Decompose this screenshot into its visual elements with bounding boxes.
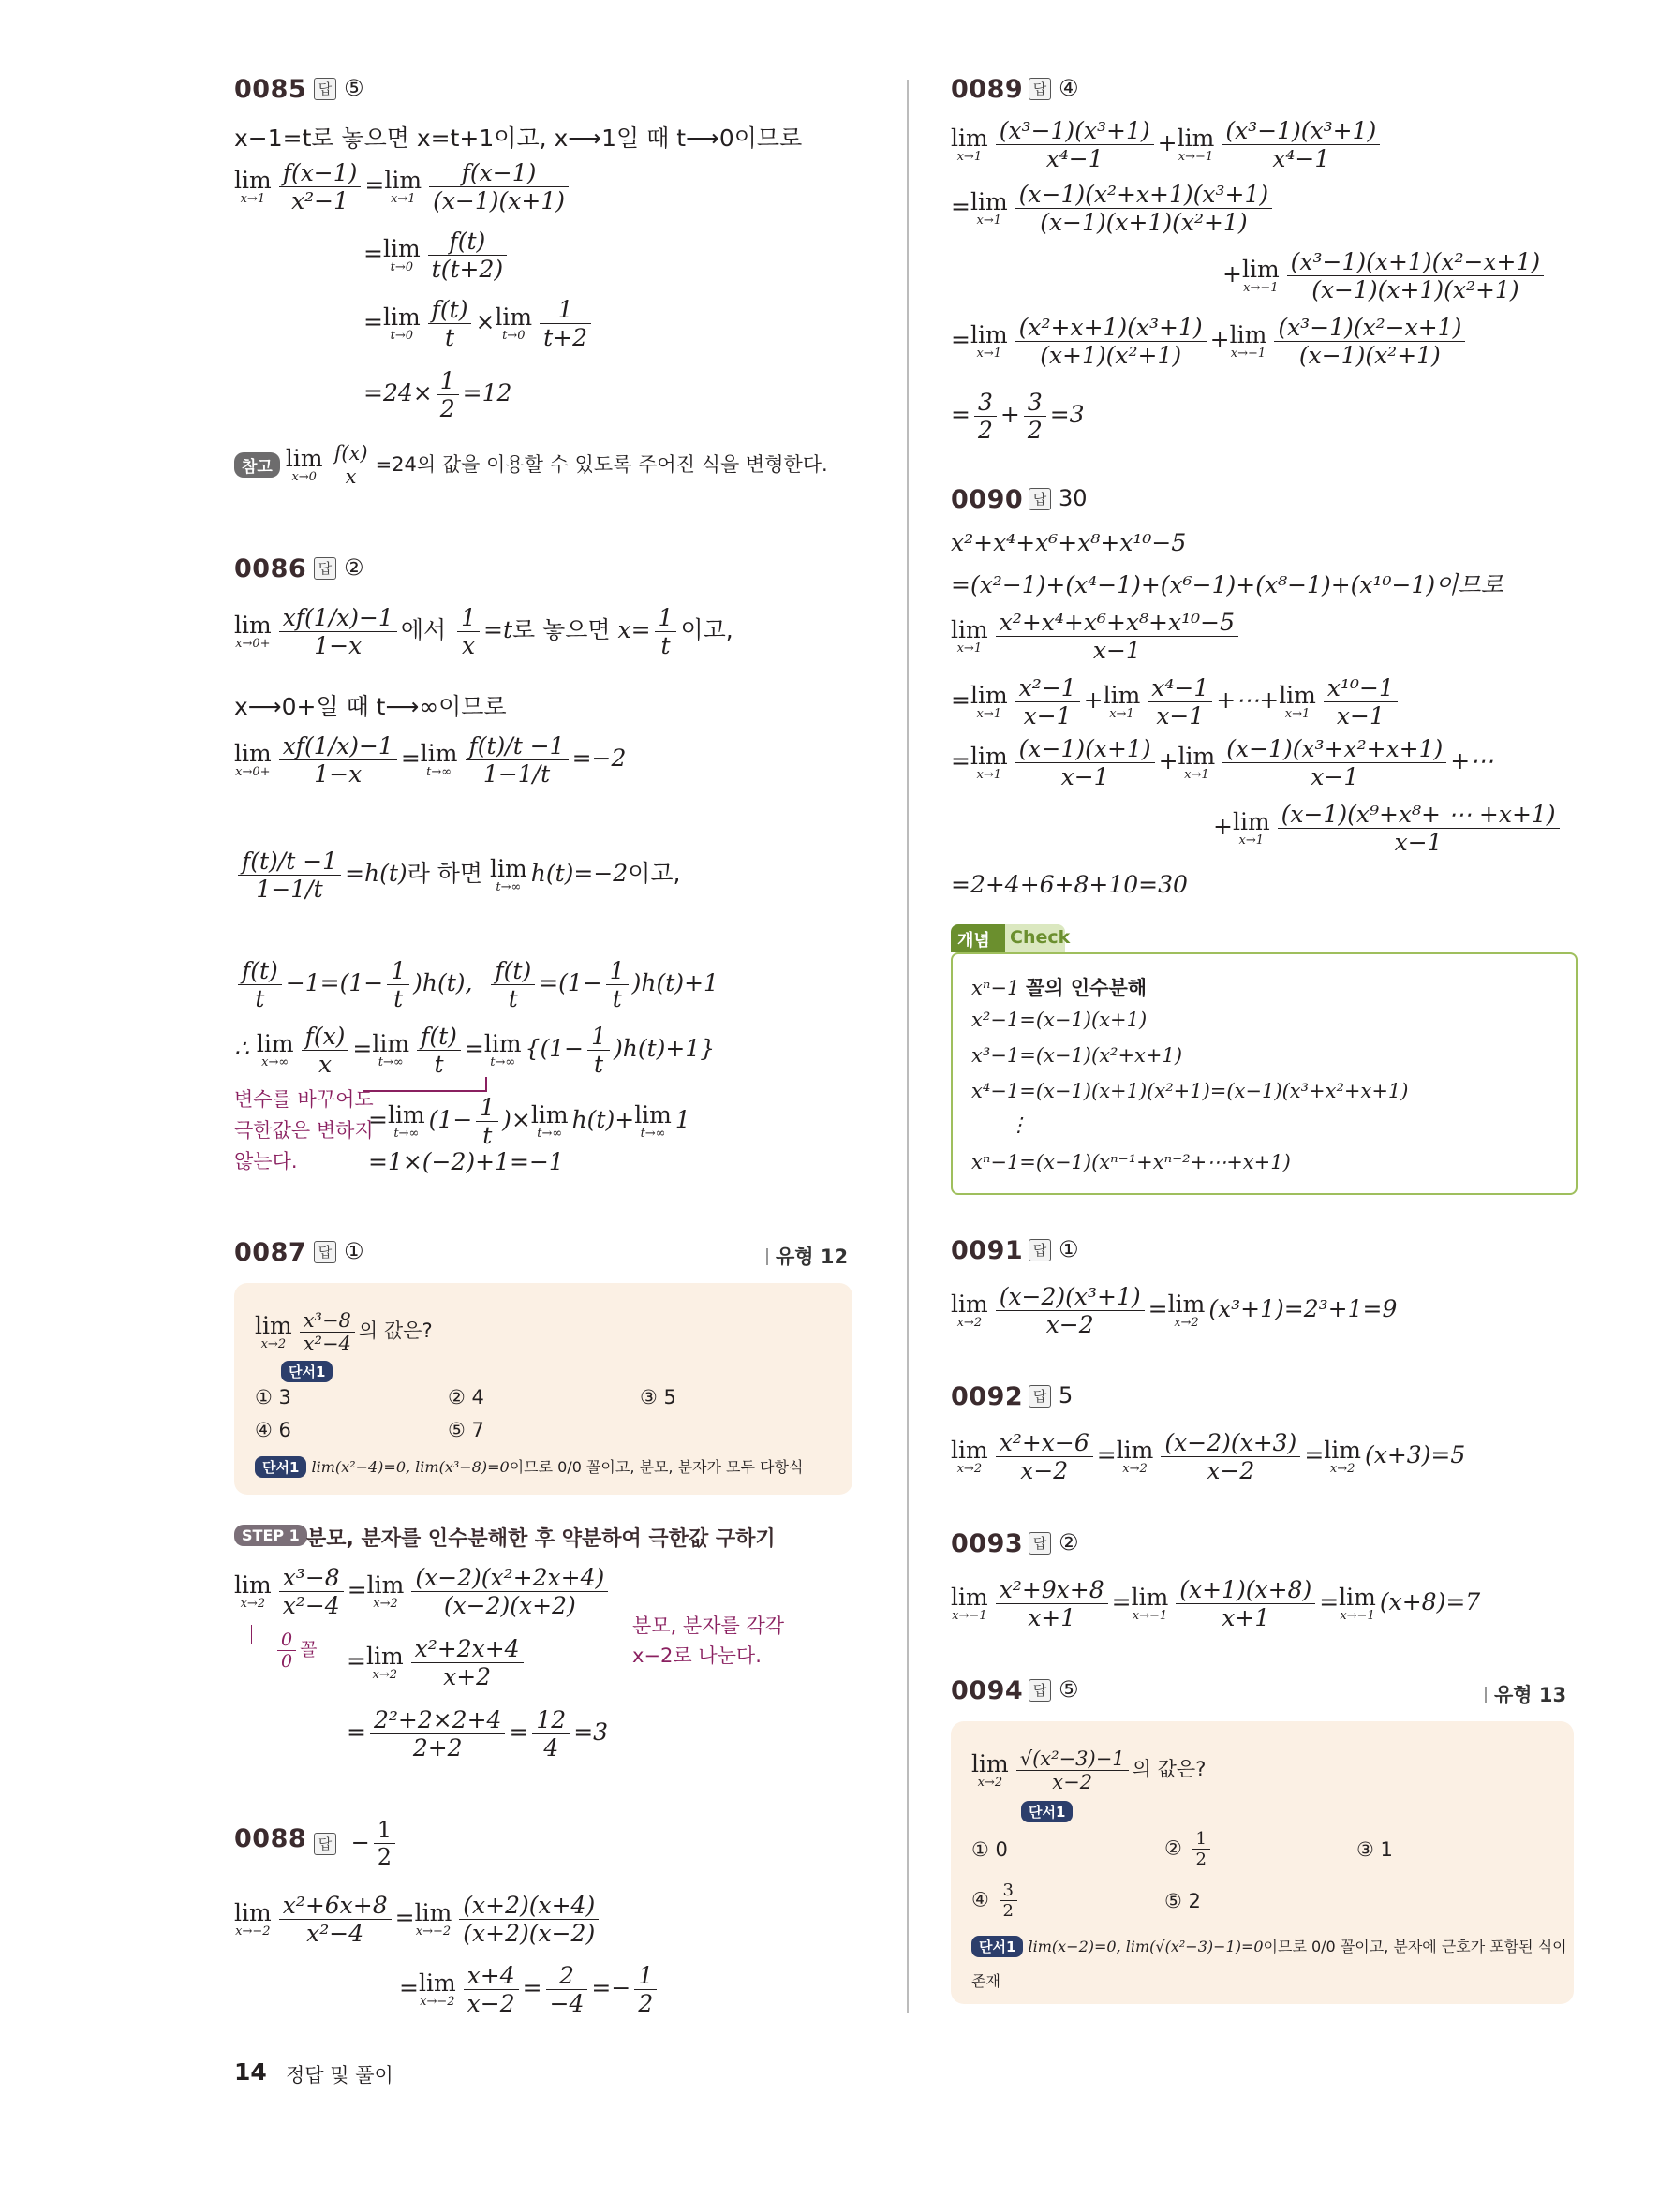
hint-0094-line2: 존재 (971, 1972, 1000, 1990)
check-tab-label2: Check (1010, 927, 1071, 948)
eq-0090-6: + lim x→1 $\frac{\text{(x−1)(x⁹+x⁸+ ⋯ +x+1)}}{x-1}$ (1213, 801, 1563, 856)
eq-0090-7: =2+4+6+8+10=30 (951, 871, 1188, 898)
option-4[interactable]: ④ $\frac{3}{2}$ (971, 1880, 1021, 1921)
eq-0089-3: + lim x→−1 $\frac{\text{(x³−1)(x+1)(x²−x+1)}}{\text{(x−1)(x+1)(x²+1)}}$ (1222, 248, 1548, 303)
question-box-0094 (951, 1721, 1574, 2004)
eq-0086-8 (368, 1148, 564, 1175)
answer-0087: 답 ① (314, 1238, 364, 1264)
page-number: 14 (234, 2058, 267, 2086)
problem-number-0094: 0094 (951, 1676, 1024, 1705)
zero-over-zero-arrow (251, 1625, 269, 1644)
hint-label-0087: 단서1 (281, 1361, 333, 1382)
check-row: x³−1=(x−1)(x²+x+1) (971, 1044, 1183, 1067)
eq-0093: lim x→−1 $\frac{\text{x²+9x+8}}{x+1}$ = lim x→−1 $\frac{(x+1)(x+8)}{x+1}$ = lim x→−1 (x+8)=7 (951, 1576, 1481, 1631)
answer-icon: 답 (314, 1241, 336, 1263)
eq-0086-1: lim x→0+ $\frac{xf(1/x)-1}{1-x}$ 에서 $\frac{1}{x}$ =t로 놓으면 x= $\frac{1}{t}$ 이고, (234, 604, 733, 659)
problem-number-0093: 0093 (951, 1529, 1024, 1558)
answer-icon: 답 (1029, 1532, 1051, 1555)
option-2[interactable]: ② 4 (448, 1386, 484, 1408)
question-0087: lim x→2 $\frac{\text{x³−8}}{\text{x²−4}}$ 의 값은? (255, 1309, 433, 1355)
answer-0090: 답 30 (1029, 485, 1088, 511)
problem-number-0088: 0088 (234, 1824, 307, 1853)
eq-0090-1: x²+x⁴+x⁶+x⁸+x¹⁰−5 (951, 529, 1187, 556)
eq-0089-5: = $\frac{3}{2}$ + $\frac{3}{2}$ =3 (951, 389, 1085, 444)
hint-label-0094: 단서1 (1021, 1801, 1073, 1822)
eq-0087-3: = $\frac{\text{2²+2×2+4}}{2+2}$ = $\frac{12}{4}$ =3 (347, 1706, 609, 1762)
answer-0094: 답 ⑤ (1029, 1676, 1079, 1703)
check-row: ⋮ (1009, 1113, 1029, 1136)
eq-0089-1: lim x→1 $\frac{\text{(x³−1)(x³+1)}}{\text{x⁴−1}}$ + lim x→−1 $\frac{\text{(x³−1)(x³+1)}}{\text{x⁴−1}}$ (951, 117, 1384, 172)
intro-text: x−1=t로 놓으면 x=t+1이고, x⟶1일 때 t⟶0이므로 (234, 125, 803, 152)
answer-icon: 답 (1029, 1239, 1051, 1261)
eq-0090-4: = lim x→1 $\frac{\text{x²−1}}{x-1}$ + lim x→1 $\frac{\text{x⁴−1}}{x-1}$ +⋯+ lim x→1 $\frac{\text{x¹⁰−1}}{x-1}$ (951, 674, 1401, 730)
eq-0091: lim x→2 $\frac{\text{(x−2)(x³+1)}}{x-2}$ = lim x→2 (x³+1)=2³+1=9 (951, 1283, 1398, 1338)
hint-0094: 단서1 lim(x−2)=0, lim(√(x²−3)−1)=0이므로 0/0 꼴이고, 분자에 근호가 포함된 식이 (971, 1935, 1567, 1957)
answer-icon: 답 (1029, 488, 1051, 510)
option-1[interactable]: ① 3 (255, 1386, 291, 1408)
problem-number-0091: 0091 (951, 1236, 1024, 1265)
concept-check-box (951, 952, 1578, 1195)
side-note-arrow (363, 1077, 487, 1092)
side-note-line: 분모, 분자를 각각 (632, 1615, 785, 1637)
eq-0087-1: lim x→2 $\frac{\text{x³−8}}{\text{x²−4}}$ = lim x→2 $\frac{\text{(x−2)(x²+2x+4)}}{(x-2)(x+2)}$ (234, 1564, 612, 1619)
eq-0086-3: lim x→0+ $\frac{xf(1/x)-1}{1-x}$ = lim t→∞ $\frac{f(t)/t -1}{1-1/t}$ =−2 (234, 732, 627, 788)
side-note-line: 변수를 바꾸어도 (234, 1088, 374, 1111)
answer-0088: 답 − $\frac{1}{2}$ (314, 1817, 399, 1870)
problem-number-0089: 0089 (951, 75, 1024, 104)
option-5[interactable]: ⑤ 2 (1164, 1890, 1201, 1912)
note-0085: 참고 lim x→0 $\frac{f(x)}{x}$ =24의 값을 이용할 수 있도록 주어진 식을 변형한다. (234, 442, 828, 488)
eq-0085-4: =24× $\frac{1}{2}$ =12 (363, 367, 512, 422)
note-badge: 참고 (234, 452, 280, 478)
eq-0088-2: = lim x→−2 $\frac{x+4}{x-2}$ = $\frac{2}{-4}$ =− $\frac{1}{2}$ (399, 1962, 660, 2017)
check-row: x²−1=(x−1)(x+1) (971, 1009, 1148, 1031)
option-3[interactable]: ③ 1 (1356, 1838, 1393, 1861)
column-divider (907, 80, 909, 2013)
check-title: xⁿ−1 꼴의 인수분해 (971, 977, 1148, 999)
question-tail: 의 값은? (358, 1320, 433, 1342)
step-0087 (234, 1525, 307, 1546)
eq-0087-2: = lim x→2 $\frac{\text{x²+2x+4}}{x+2}$ (347, 1635, 527, 1690)
eq-0085-1: lim x→1 $\frac{f(x-1)}{\text{x²−1}}$ = lim x→1 $\frac{f(x-1)}{(x-1)(x+1)}$ (234, 159, 572, 214)
problem-number-0090: 0090 (951, 485, 1024, 514)
type-tag-0087: 유형 12 (766, 1242, 848, 1270)
answer-icon: 답 (1029, 78, 1051, 100)
intro-0085 (234, 120, 802, 154)
problem-number-0092: 0092 (951, 1382, 1024, 1411)
line2-text: x⟶0+일 때 t⟶∞이므로 (234, 693, 507, 720)
check-tab-label: 개념 (957, 931, 990, 951)
result-text: =1×(−2)+1=−1 (368, 1148, 564, 1175)
type-tag-0094: 유형 13 (1485, 1680, 1566, 1708)
zero-over-zero-note: $\frac{0}{0}$ 꼴 (274, 1630, 317, 1672)
answer-icon: 답 (1029, 1679, 1051, 1702)
eq-0089-2: = lim x→1 $\frac{\text{(x−1)(x²+x+1)(x³+1)}}{\text{(x−1)(x+1)(x²+1)}}$ (951, 181, 1276, 236)
answer-0092: 답 5 (1029, 1382, 1073, 1408)
eq-0085-2: = lim t→0 $\frac{f(t)}{t(t+2)}$ (363, 228, 511, 283)
step-text-0087: 분모, 분자를 인수분해한 후 약분하여 극한값 구하기 (306, 1527, 776, 1551)
option-3[interactable]: ③ 5 (640, 1386, 676, 1408)
question-tail: 의 값은? (1132, 1758, 1207, 1780)
side-note-0086 (234, 1084, 374, 1177)
side-note-line: x−2로 나눈다. (632, 1644, 762, 1667)
check-row: xⁿ−1=(x−1)(xⁿ⁻¹+xⁿ⁻²+⋯+x+1) (971, 1151, 1291, 1173)
answer-icon: 답 (314, 78, 336, 100)
eq-0088-1: lim x→−2 $\frac{\text{x²+6x+8}}{\text{x²−4}}$ = lim x→−2 $\frac{(x+2)(x+4)}{(x+2)(x-2)}$ (234, 1892, 602, 1947)
option-2[interactable]: ② $\frac{1}{2}$ (1164, 1829, 1214, 1869)
eq-0092: lim x→2 $\frac{\text{x²+x−6}}{x-2}$ = lim x→2 $\frac{(x-2)(x+3)}{x-2}$ = lim x→2 (x+3)=5 (951, 1429, 1466, 1484)
answer-icon: 답 (314, 557, 336, 580)
answer-icon: 답 (314, 1833, 336, 1855)
problem-number-0087: 0087 (234, 1238, 307, 1267)
eq-0086-5: $\frac{f(t)}{t}$ −1=(1− $\frac{1}{t}$ )h(t), $\frac{f(t)}{t}$ =(1− $\frac{1}{t}$ )h(t)+1 (234, 957, 718, 1012)
eq-0090-5: = lim x→1 $\frac{(x-1)(x+1)}{x-1}$ + lim x→1 $\frac{\text{(x−1)(x³+x²+x+1)}}{x-1}$ +⋯ (951, 735, 1494, 790)
step-badge: STEP 1 (234, 1525, 307, 1546)
answer-0089: 답 ④ (1029, 75, 1079, 101)
side-note-line: 않는다. (234, 1150, 298, 1172)
option-1[interactable]: ① 0 (971, 1838, 1008, 1861)
option-5[interactable]: ⑤ 7 (448, 1419, 484, 1441)
eq-0086-2 (234, 688, 507, 722)
eq-0086-4: $\frac{f(t)/t -1}{1-1/t}$ =h(t)라 하면 lim t→∞ h(t)=−2이고, (234, 848, 680, 903)
answer-0093: 답 ② (1029, 1529, 1079, 1556)
side-note-0087 (632, 1611, 784, 1671)
eq-0090-2: =(x²−1)+(x⁴−1)+(x⁶−1)+(x⁸−1)+(x¹⁰−1)이므로 (951, 571, 1503, 598)
check-row: x⁴−1=(x−1)(x+1)(x²+1)=(x−1)(x³+x²+x+1) (971, 1080, 1409, 1102)
problem-number-0085: 0085 (234, 75, 307, 104)
note-text: =24의 값을 이용할 수 있도록 주어진 식을 변형한다. (375, 453, 828, 476)
problem-number-0086: 0086 (234, 554, 307, 583)
eq-0089-4: = lim x→1 $\frac{\text{(x²+x+1)(x³+1)}}{\text{(x+1)(x²+1)}}$ + lim x→−1 $\frac{\text{(x³−1)(x²−x+1)}}{\text{(x−1)(x²+1)}}$ (951, 314, 1469, 369)
answer-0091: 답 ① (1029, 1236, 1079, 1262)
eq-0086-7: = lim t→∞ (1− $\frac{1}{t}$ )× lim t→∞ h(t)+ lim t→∞ 1 (368, 1094, 690, 1149)
footer-label: 정답 및 풀이 (286, 2064, 393, 2087)
option-4[interactable]: ④ 6 (255, 1419, 291, 1441)
eq-0090-3: lim x→1 $\frac{\text{x²+x⁴+x⁶+x⁸+x¹⁰−5}}{x-1}$ (951, 609, 1242, 664)
eq-0085-3: = lim t→0 $\frac{f(t)}{t}$ × lim t→0 $\frac{1}{t+2}$ (363, 296, 595, 351)
answer-0085: 답 ⑤ (314, 75, 364, 101)
question-box-0087 (234, 1283, 852, 1495)
side-note-line: 극한값은 변하지 (234, 1119, 374, 1142)
hint-0087: 단서1 lim(x²−4)=0, lim(x³−8)=0이므로 0/0 꼴이고, 분모, 분자가 모두 다항식 (255, 1455, 803, 1478)
answer-0086: 답 ② (314, 554, 364, 581)
eq-0086-6: ∴ lim x→∞ $\frac{f(x)}{x}$ = lim t→∞ $\frac{f(t)}{t}$ = lim t→∞ {(1− $\frac{1}{t}$ )h(t)+1} (234, 1023, 716, 1078)
question-0094: lim x→2 $\frac{\text{√(x²−3)−1}}{x-2}$ 의 값은? (971, 1747, 1207, 1793)
answer-icon: 답 (1029, 1385, 1051, 1408)
